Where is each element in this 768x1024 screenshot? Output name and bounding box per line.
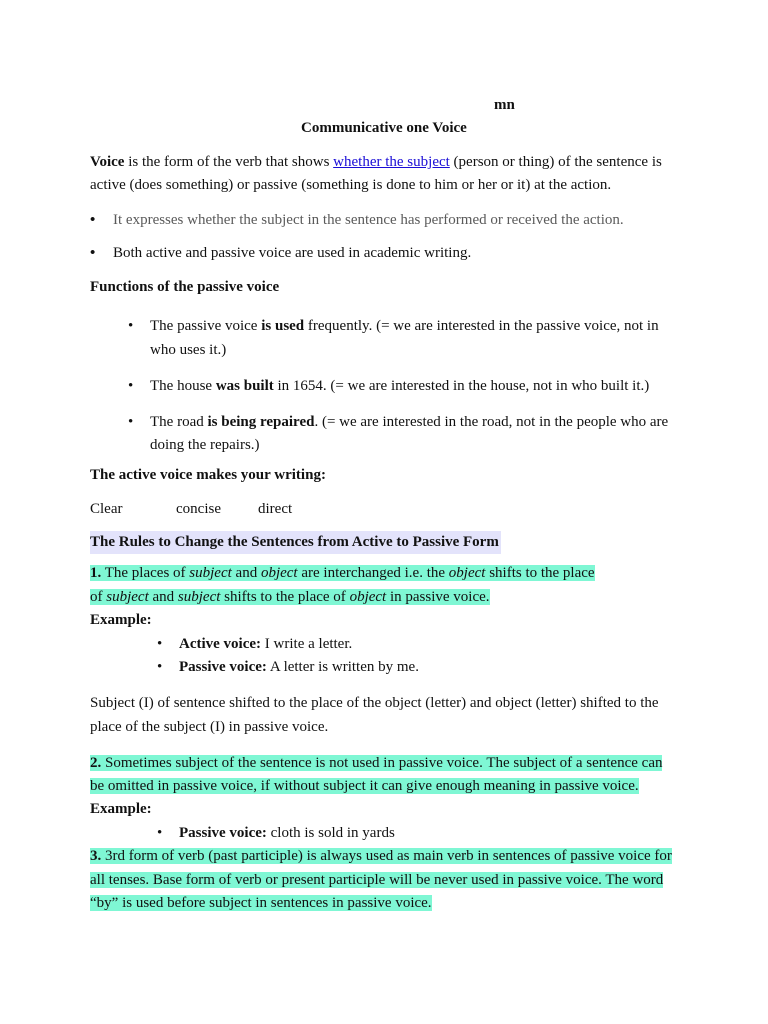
bullet-text: It expresses whether the subject in the sentence has performed or received the action. (113, 212, 624, 228)
example-active: Active voice: I write a letter. (179, 636, 353, 652)
intro-line-2: active (does something) or passive (something is done to him or her or it) at the action. (90, 177, 612, 193)
bullet-icon: • (90, 212, 96, 228)
header-mn: mn (494, 97, 515, 113)
rule-3-line-3: “by” is used before subject in sentences in passive voice. (90, 895, 432, 911)
rule-3-line-2: all tenses. Base form of verb or present participle will be never used in passive voice. The word (90, 872, 664, 888)
function-item-3-cont: doing the repairs.) (150, 437, 260, 453)
active-word-clear: Clear (90, 501, 123, 517)
function-item-2: The house was built in 1654. (= we are interested in the house, not in who built it.) (150, 378, 650, 394)
active-word-direct: direct (258, 501, 293, 517)
rules-heading: The Rules to Change the Sentences from Active to Passive Form (90, 531, 501, 554)
bullet-icon: • (90, 245, 96, 261)
rule-2-line-2: be omitted in passive voice, if without subject it can give enough meaning in passive voice. (90, 778, 639, 794)
intro-line-1: Voice is the form of the verb that shows whether the subject (person or thing) of the sentence is (90, 154, 662, 170)
rule-1-explain-2: place of the subject (I) in passive voice. (90, 719, 329, 735)
bullet-icon: • (128, 414, 134, 430)
bullet-icon: • (157, 659, 163, 675)
bullet-icon: • (157, 636, 163, 652)
rule-1-line-2: of subject and subject shifts to the place of object in passive voice. (90, 589, 490, 605)
function-item-1-cont: who uses it.) (150, 342, 227, 358)
subject-link[interactable]: whether the subject (333, 154, 450, 170)
example-passive: Passive voice: A letter is written by me. (179, 659, 419, 675)
rule-1-explain-1: Subject (I) of sentence shifted to the place of the object (letter) and object (letter) shifted to the (90, 695, 659, 711)
bullet-icon: • (128, 318, 134, 334)
rule-1-line-1: 1. The places of subject and object are interchanged i.e. the object shifts to the place (90, 565, 595, 581)
example-passive-2: Passive voice: cloth is sold in yards (179, 825, 395, 841)
example-label: Example: (90, 612, 152, 628)
functions-heading: Functions of the passive voice (90, 279, 280, 295)
bullet-text: Both active and passive voice are used in academic writing. (113, 245, 472, 261)
active-word-concise: concise (176, 501, 221, 517)
rule-2-line-1: 2. Sometimes subject of the sentence is not used in passive voice. The subject of a sentence can (90, 755, 663, 771)
active-heading: The active voice makes your writing: (90, 467, 326, 483)
function-item-1: The passive voice is used frequently. (= we are interested in the passive voice, not in (150, 318, 659, 334)
rule-3-line-1: 3. 3rd form of verb (past participle) is always used as main verb in sentences of passive voice for (90, 848, 672, 864)
function-item-3: The road is being repaired. (= we are interested in the road, not in the people who are (150, 414, 669, 430)
bullet-icon: • (128, 378, 134, 394)
page-title: Communicative one Voice (301, 120, 467, 136)
example-label: Example: (90, 801, 152, 817)
bullet-icon: • (157, 825, 163, 841)
